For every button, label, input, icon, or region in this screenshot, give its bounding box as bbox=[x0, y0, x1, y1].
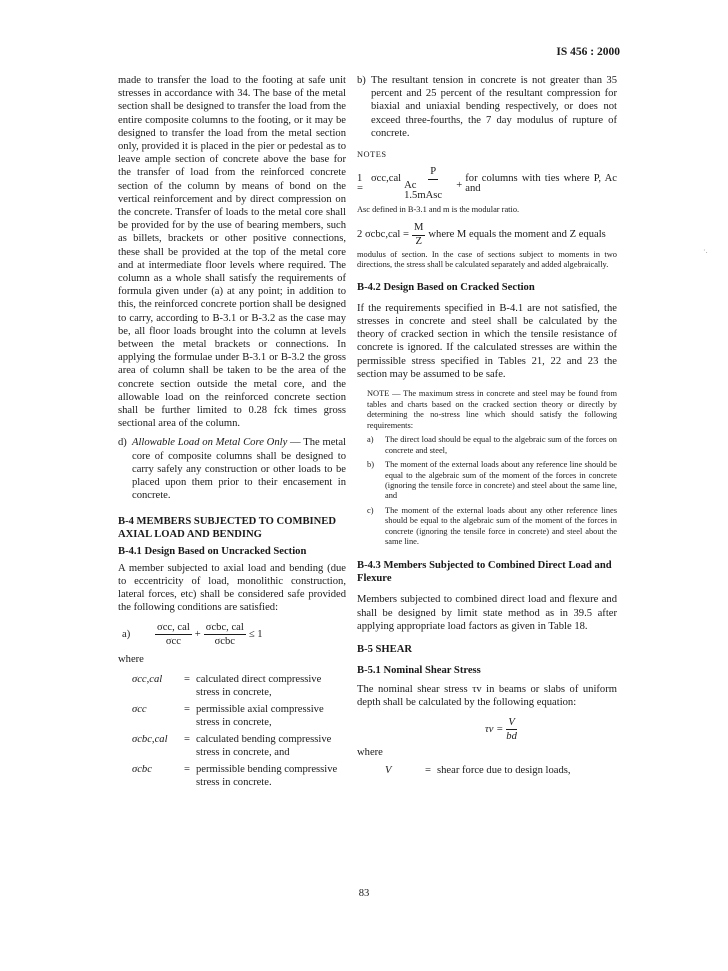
cracked-section-note: NOTE — The maximum stress in concrete and steel may be found from tables and charts based on the cracked section theory or directly by determining the no-stress line which should satisfy the following requirements: bbox=[367, 388, 617, 430]
definition-text: calculated direct compressive stress in concrete, bbox=[196, 673, 322, 698]
b51-paragraph: The nominal shear stress τv in beams or slabs of uniform depth shall be calculated by the following equation: bbox=[357, 684, 617, 709]
definition-row-v bbox=[357, 764, 617, 777]
item-d-marker: d) bbox=[118, 437, 127, 449]
definition-equals: = bbox=[184, 703, 190, 715]
formula-a-den2: σcbc bbox=[214, 636, 235, 648]
formula-a: a) $\frac{\text{σcc, cal}}{\text{σcc}}$ + $\frac{\text{σcbc, cal}}{\text{σcbc}}$ ≤ 1 bbox=[122, 622, 263, 648]
note1-fraction bbox=[404, 167, 462, 202]
b4-heading-line2: AXIAL LOAD AND BENDING bbox=[118, 528, 262, 540]
note2-num: M bbox=[412, 223, 425, 236]
note-item bbox=[357, 435, 617, 456]
note-item-text: The moment of the external loads about any reference line should be equal to the algebraic sum of the moment of the forces in concrete (ignoring the tensile force in concrete) and steel about the same line, and bbox=[385, 460, 617, 501]
definition-text: shear force due to design loads, bbox=[437, 764, 571, 776]
note-item-marker: a) bbox=[367, 435, 374, 445]
margin-mark-icon: ·. bbox=[703, 246, 708, 255]
b42-paragraph: If the requirements specified in B-4.1 are not satisfied, the stresses in concrete and steel shall be calculated by the theory of cracked section in which the tensile resistance of concrete is ignored. If the calculated stresses are within the permissible stress specified in Tables 21, 22 and 23 the section may be assumed to be safe. bbox=[357, 302, 617, 380]
b4-heading-line1: B-4 MEMBERS SUBJECTED TO COMBINED bbox=[118, 515, 336, 527]
item-b bbox=[357, 74, 617, 140]
shear-fraction bbox=[506, 717, 517, 742]
b41-paragraph: A member subjected to axial load and bending (due to eccentricity of load, monolithic construction, lateral forces, etc) shall be considered safe provided the following conditions are satisfied: bbox=[118, 562, 346, 614]
notes-label: NOTES bbox=[357, 150, 387, 160]
formula-a-marker: a) bbox=[122, 629, 131, 641]
definition-list bbox=[118, 673, 346, 789]
note-item-text: The moment of the external loads about any other reference lines should be equal to the algebraic sum of the moment of the forces in concrete (ignoring the tensile force in concrete) and steel about the same line. bbox=[385, 505, 617, 547]
note-item-marker: b) bbox=[367, 460, 374, 470]
item-d-text: — The metal core of composite columns shall be designed to carry safely any construction or other loads to be placed upon them prior to their encasement in concrete. bbox=[132, 437, 346, 502]
definition-row bbox=[118, 763, 346, 789]
note2-formula bbox=[357, 223, 617, 247]
right-column bbox=[357, 74, 617, 781]
note2-fraction bbox=[412, 223, 425, 247]
definition-symbol: σcbc bbox=[132, 763, 152, 775]
formula-a-rhs: ≤ 1 bbox=[248, 629, 263, 641]
formula-a-num1: σcc, cal bbox=[157, 622, 190, 634]
b5-heading: B-5 SHEAR bbox=[357, 644, 413, 656]
item-d-content bbox=[132, 436, 346, 502]
shear-lhs: τv = bbox=[485, 724, 504, 736]
note-item bbox=[357, 460, 617, 502]
note2-tail: where M equals the moment and Z equals bbox=[428, 229, 606, 241]
shear-num: V bbox=[508, 717, 515, 729]
continuation-paragraph: made to transfer the load to the footing at safe unit stresses in accordance with 34. The base of the metal section shall be designed to transfer the load from the entire composite columns to the footing, or it may be designed to transfer the load from the metal section only, provided it is placed in the pier or pedestal as to leave ample section of concrete above the base for the transfer of load from the reinforced concrete section of the column by means of bond on the vertical reinforcement and by direct compression on the concrete. Transfer of loads to the metal core shall be provided for by the use of bearing members, such as billets, brackets or other positive connections, these shall be provided at the top of the metal core and at intermediate floor levels where required. The column as a whole shall satisfy the requirements of formula given under (a) at any point; in addition to this, the reinforced concrete portion shall be designed to carry, according to B-3.1 or B-3.2 as the case may be, all floor loads brought into the column at levels between the metal brackets or connections. In applying the formulae under B-3.1 or B-3.2 the gross area of column shall be taken to be the area of the concrete section outside the metal core, and the allowable load on the reinforced concrete section shall be further limited to 0.28 fck times gross sectional area of the column. bbox=[118, 75, 346, 430]
note1-line2: Asc defined in B-3.1 and m is the modular ratio. bbox=[357, 204, 520, 214]
definition-row bbox=[118, 733, 346, 759]
definition-row bbox=[118, 703, 346, 729]
definition-symbol: σcbc,cal bbox=[132, 733, 168, 745]
b43-paragraph: Members subjected to combined direct load and flexure and shall be designed by limit state method as in 39.5 after applying appropriate load factors as given in Table 18. bbox=[357, 594, 617, 632]
note-item-marker: c) bbox=[367, 505, 374, 515]
note2-rest: modulus of section. In the case of sections subject to moments in two directions, the stress shall be calculated separately and added algebraically. bbox=[357, 249, 617, 270]
formula-a-frac1 bbox=[155, 622, 192, 647]
definition-symbol: V bbox=[385, 764, 392, 776]
running-head: IS 456 : 2000 bbox=[556, 46, 620, 58]
formula-a-num2: σcbc, cal bbox=[205, 622, 244, 634]
where-label-right: where bbox=[357, 747, 383, 759]
page-number: 83 bbox=[358, 888, 370, 899]
definition-text: calculated bending compressive stress in concrete, and bbox=[196, 733, 332, 758]
b43-heading: B-4.3 Members Subjected to Combined Direct Load and Flexure bbox=[357, 560, 612, 585]
note-item bbox=[357, 506, 617, 548]
definition-symbol: σcc,cal bbox=[132, 673, 163, 685]
note1-num: P bbox=[428, 167, 438, 180]
b41-heading: B-4.1 Design Based on Uncracked Section bbox=[118, 545, 307, 557]
definition-equals: = bbox=[184, 733, 190, 745]
item-b-marker: b) bbox=[357, 75, 366, 86]
left-column bbox=[118, 74, 346, 793]
definition-symbol: σcc bbox=[132, 703, 147, 715]
definition-equals: = bbox=[184, 673, 190, 685]
shear-formula bbox=[357, 717, 617, 742]
note1-formula bbox=[357, 167, 617, 202]
definition-row bbox=[118, 673, 346, 699]
note1-lead: 1 σcc,cal = bbox=[357, 172, 402, 195]
definition-text: permissible bending compressive stress in concrete. bbox=[196, 763, 338, 788]
note1-den: Ac + 1.5mAsc bbox=[404, 179, 463, 202]
note2-den: Z bbox=[415, 235, 422, 247]
note2-lead: 2 σcbc,cal = bbox=[357, 229, 409, 241]
item-d bbox=[118, 436, 346, 502]
definition-text: permissible axial compressive stress in concrete, bbox=[196, 703, 324, 728]
definition-equals: = bbox=[425, 764, 431, 776]
item-d-title: Allowable Load on Metal Core Only bbox=[132, 437, 288, 449]
formula-a-frac2 bbox=[204, 622, 246, 647]
note1-tail: for columns with ties where P, Ac and bbox=[465, 172, 617, 195]
b42-heading: B-4.2 Design Based on Cracked Section bbox=[357, 281, 535, 293]
note-item-text: The direct load should be equal to the algebraic sum of the forces on concrete and steel, bbox=[385, 435, 617, 455]
where-label-left: where bbox=[118, 654, 144, 666]
formula-a-den1: σcc bbox=[165, 636, 181, 648]
shear-den: bd bbox=[506, 731, 517, 743]
definition-equals: = bbox=[184, 763, 190, 775]
b51-heading: B-5.1 Nominal Shear Stress bbox=[357, 665, 481, 677]
item-b-text: The resultant tension in concrete is not greater than 35 percent and 25 percent of the resultant compression for biaxial and uniaxial bending respectively, or does not exceed three-fourths, the 7 day modulus of rupture of concrete. bbox=[371, 75, 617, 139]
